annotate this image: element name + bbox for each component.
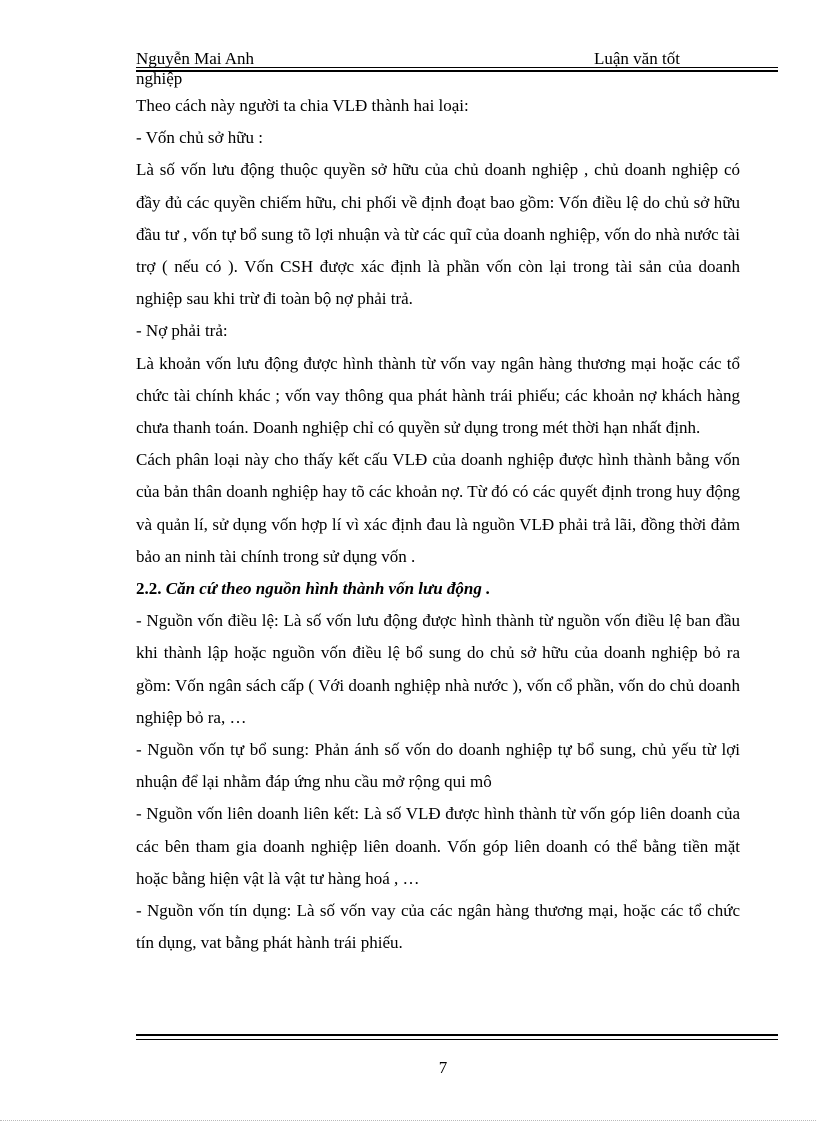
section-heading <box>136 573 740 605</box>
paragraph: - Nợ phải trả: <box>136 321 228 341</box>
section-number: 2.2. <box>136 579 162 599</box>
paragraph: Là khoản vốn lưu động được hình thành từ vốn vay ngân hàng thương mại hoặc các tổ chức tài chính khác ; vốn vay thông qua phát hành trái phiếu; các khoản nợ khách hàng chưa thanh toán. Doanh nghiệp chỉ có quyền sử dụng trong mét thời hạn nhất định. <box>136 353 740 438</box>
paragraph: Theo cách này người ta chia VLĐ thành hai loại: <box>136 96 469 115</box>
paragraph: - Nguồn vốn tự bổ sung: Phản ánh số vốn do doanh nghiệp tự bổ sung, chủ yếu từ lợi nhuận để lại nhằm đáp ứng nhu cầu mở rộng qui mô <box>136 740 740 792</box>
paragraph: - Nguồn vốn tín dụng: Là số vốn vay của các ngân hàng thương mại, hoặc các tổ chức tín dụng, vat bằng phát hành trái phiếu. <box>136 901 740 953</box>
paragraph: - Nguồn vốn liên doanh liên kết: Là số VLĐ được hình thành từ vốn góp liên doanh của các bên tham gia doanh nghiệp liên doanh. Vốn góp liên doanh có thể bằng tiền mặt hoặc bằng hiện vật là vật tư hàng hoá , … <box>136 804 740 888</box>
header-rule <box>136 67 778 68</box>
footer-rule-thick <box>136 1034 778 1036</box>
paragraph: - Nguồn vốn điều lệ: Là số vốn lưu động được hình thành từ nguồn vốn điều lệ ban đầu khi thành lập hoặc nguồn vốn điều lệ bổ sung do chủ sở hữu của doanh nghiệp bỏ ra gồm: Vốn ngân sách cấp ( Với doanh nghiệp nhà nước ), vốn cổ phần, vốn do chủ doanh nghiệp bỏ ra, … <box>136 611 740 727</box>
header-title: Luận văn tốt <box>594 49 680 68</box>
header-title-continuation: nghiệp <box>136 69 183 88</box>
page-edge <box>0 1120 816 1121</box>
paragraph: Là số vốn lưu động thuộc quyền sở hữu của chủ doanh nghiệp , chủ doanh nghiệp có đầy đủ các quyền chiếm hữu, chi phối về định đoạt bao gồm: Vốn điều lệ do chủ sở hữu đầu tư , vốn tự bổ sung tõ lợi nhuận và từ các quĩ của doanh nghiệp, vốn do nhà nước tài trợ ( nếu có ). Vốn CSH được xác định là phần vốn còn lại trong tài sản của doanh nghiệp sau khi trừ đi toàn bộ nợ phải trả. <box>136 160 740 309</box>
document-body <box>136 90 740 959</box>
paragraph: Cách phân loại này cho thấy kết cấu VLĐ của doanh nghiệp được hình thành bằng vốn của bản thân doanh nghiệp hay tõ các khoản nợ. Từ đó có các quyết định trong huy động và quản lí, sử dụng vốn hợp lí vì xác định đau là nguồn VLĐ phải trả lãi, đồng thời đảm bảo an ninh tài chính trong sử dụng vốn . <box>136 450 740 566</box>
header-rule-thick <box>136 70 778 72</box>
footer-rule <box>136 1039 778 1040</box>
page-number: 7 <box>438 1058 448 1077</box>
paragraph: - Vốn chủ sở hữu : <box>136 128 263 148</box>
section-title: Căn cứ theo nguồn hình thành vốn lưu động . <box>165 579 491 599</box>
header-author: Nguyễn Mai Anh <box>136 49 255 68</box>
